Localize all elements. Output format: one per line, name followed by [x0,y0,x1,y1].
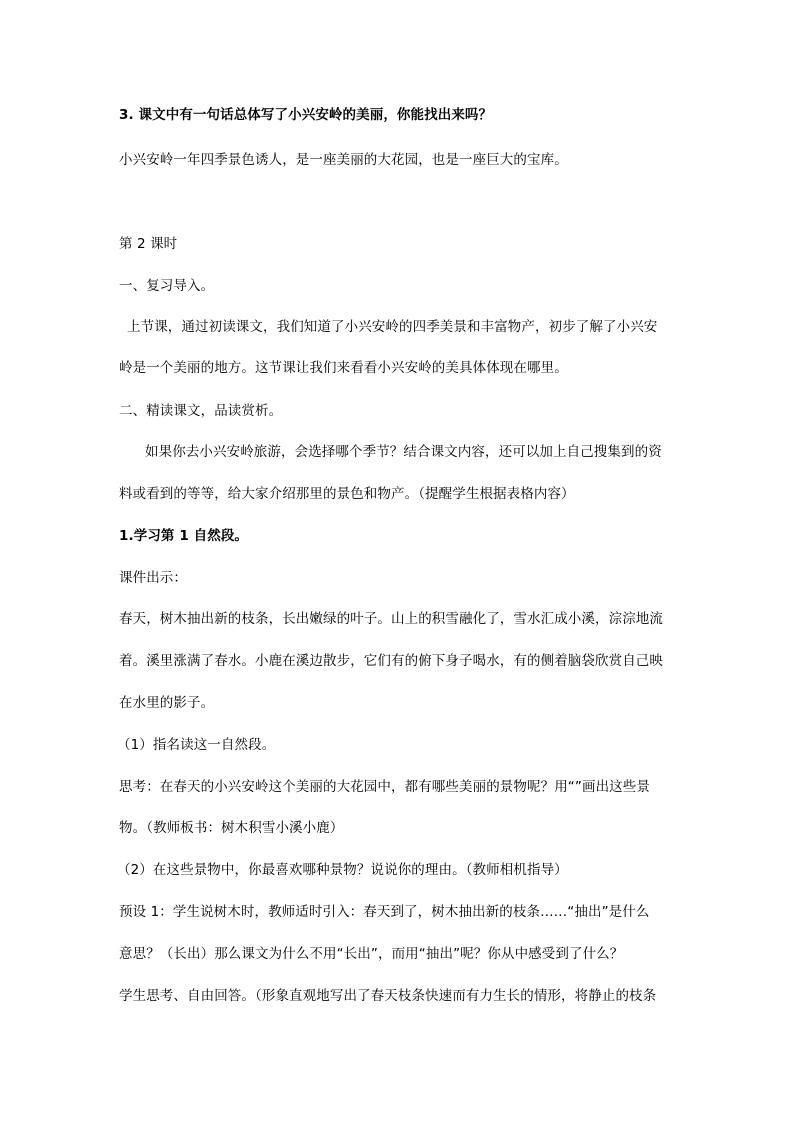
question-3-heading: 3. 课文中有一句话总体写了小兴安岭的美丽，你能找出来吗？ [119,107,493,123]
preset-1-line-1: 预设 1：学生说树木时，教师适时引入：春天到了，树木抽出新的枝条……“抽出”是什么 [119,904,650,920]
step-2-text: （2）在这些景物中，你最喜欢哪种景物？说说你的理由。（教师相机指导） [117,862,568,878]
section-1-title: 一、复习导入。 [119,278,215,294]
step-1-text: （1）指名读这一自然段。 [117,737,276,753]
courseware-label: 课件出示： [119,570,187,586]
student-answer-line-1: 学生思考、自由回答。（形象直观地写出了春天枝条快速而有力生长的情形，将静止的枝条 [119,988,657,1004]
section-1-paragraph-line-1: 上节课，通过初读课文，我们知道了小兴安岭的四季美景和丰富物产，初步了解了小兴安 [127,319,658,335]
section-2-paragraph-line-2: 料或看到的等等，给大家介绍那里的景色和物产。（提醒学生根据表格内容） [119,486,575,502]
spring-passage-line-2: 着。溪里涨满了春水。小鹿在溪边散步，它们有的俯下身子喝水，有的侧着脑袋欣赏自己映 [119,653,663,669]
study-paragraph-1-title: 1.学习第 1 自然段。 [119,528,249,544]
section-1-paragraph-line-2: 岭是一个美丽的地方。这节课让我们来看看小兴安岭的美具体体现在哪里。 [119,360,568,376]
spring-passage-line-1: 春天，树木抽出新的枝条，长出嫩绿的叶子。山上的积雪融化了，雪水汇成小溪，淙淙地流 [119,611,663,627]
think-question-line-2: 物。（教师板书：树木积雪小溪小鹿） [119,820,344,836]
question-3-answer: 小兴安岭一年四季景色诱人，是一座美丽的大花园，也是一座巨大的宝库。 [119,152,568,168]
think-question-line-1: 思考：在春天的小兴安岭这个美丽的大花园中，都有哪些美丽的景物呢？用“”画出这些景 [119,779,650,795]
section-2-title: 二、精读课文，品读赏析。 [119,403,283,419]
preset-1-line-2: 意思？（长出）那么课文为什么不用“长出”，而用“抽出”呢？你从中感受到了什么？ [119,946,624,962]
section-2-paragraph-line-1: 如果你去小兴安岭旅游，会选择哪个季节？结合课文内容，还可以加上自己搜集到的资 [145,444,662,460]
spring-passage-line-3: 在水里的影子。 [119,695,215,711]
lesson-2-title: 第 2 课时 [119,236,178,252]
